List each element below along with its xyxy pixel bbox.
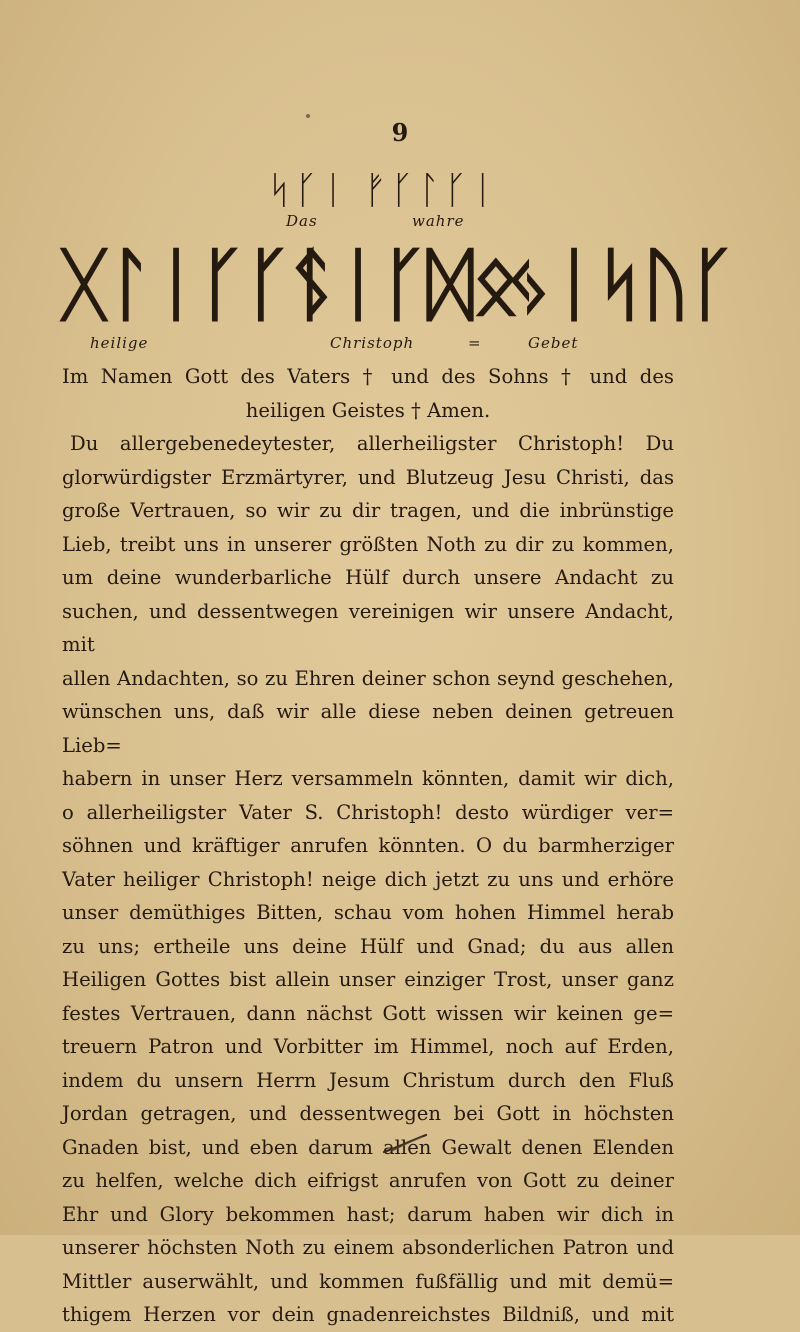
- text-line: unserer höchsten Noth zu einem absonderlichen Patron und: [62, 1236, 674, 1259]
- text-line: Vater heiliger Christoph! neige dich jetzt zu uns und erhöre: [62, 867, 674, 891]
- cipher-word-das: ᛋᚴᛁ: [268, 168, 349, 212]
- gloss-christoph: Christoph: [330, 334, 415, 352]
- text-line: glorwürdigster Erzmärtyrer, und Blutzeug Jesu Christi, das: [62, 465, 674, 489]
- gloss-gebet: Gebet: [528, 334, 579, 352]
- text-line: indem du unsern Herrn Jesum Christum durch den Fluß: [62, 1068, 674, 1092]
- text-line: suchen, und dessentwegen vereinigen wir unsere Andacht, mit: [62, 599, 674, 656]
- text-line: Jordan getragen, und dessentwegen bei Gott in höchsten: [62, 1102, 674, 1125]
- text-line: unser demüthiges Bitten, schau vom hohen Himmel herab: [62, 901, 674, 924]
- invocation-line: Im Namen Gott des Vaters † und des Sohns † und des: [62, 365, 674, 388]
- text-line: wünschen uns, daß wir alle diese neben deinen getreuen Lieb=: [62, 700, 674, 757]
- text-line: Heiligen Gottes bist allein unser einziger Trost, unser ganz: [62, 968, 674, 991]
- prayer-text: [62, 360, 674, 1332]
- text-line: Mittler auserwählt, und kommen fußfällig und mit demü=: [62, 1269, 674, 1293]
- text-line: Gnaden bist, und eben darum allen Gewalt denen Elenden: [62, 1135, 674, 1159]
- text-line: um deine wunderbarliche Hülf durch unsere Andacht zu: [62, 566, 674, 589]
- page-number: 9: [391, 118, 409, 147]
- text-line: Lieb, treibt uns in unserer größten Noth zu dir zu kommen,: [62, 532, 674, 556]
- text-line: festes Vertrauen, dann nächst Gott wissen wir keinen ge=: [62, 1001, 674, 1025]
- text-line: o allerheiligster Vater S. Christoph! desto würdiger ver=: [62, 800, 674, 824]
- text-line: zu helfen, welche dich eifrigst anrufen von Gott zu deiner: [62, 1169, 674, 1192]
- text-line: zu uns; ertheile uns deine Hülf und Gnad; du aus allen: [62, 934, 674, 958]
- text-line: habern in unser Herz versammeln könnten, damit wir dich,: [62, 767, 674, 790]
- cipher-word-christoph: ᛊᛁᚴᛞᛟ: [288, 238, 518, 331]
- text-line: allen Andachten, so zu Ehren deiner schon seynd geschehen,: [62, 666, 674, 690]
- text-line: söhnen und kräftiger anrufen könnten. O du barmherziger: [62, 834, 674, 857]
- cipher-word-gebet: ᛃᛁᛋᚢᚴ: [504, 238, 734, 331]
- text-line: Du allergebenedeytester, allerheiligster Christoph! Du: [70, 432, 674, 455]
- cipher-word-wahre: ᚠᚴᛚᚴᛁ: [364, 168, 499, 212]
- text-line: große Vertrauen, so wir zu dir tragen, und die inbrünstige: [62, 499, 674, 522]
- gloss-heilige: heilige: [90, 334, 149, 352]
- gloss-wahre: wahre: [412, 212, 465, 230]
- invocation-line: heiligen Geistes † Amen.: [245, 398, 491, 422]
- gloss-das: Das: [286, 212, 318, 230]
- text-line: Ehr und Glory bekommen hast; darum haben wir dich in: [62, 1202, 674, 1226]
- pencil-mark-icon: [382, 1132, 430, 1156]
- text-line: treuern Patron und Vorbitter im Himmel, noch auf Erden,: [62, 1035, 674, 1058]
- gloss-equals: =: [468, 334, 482, 352]
- cipher-word-heilige: ᚷᛚᛁᚴᚴᛚ: [60, 238, 336, 331]
- text-line: thigem Herzen vor dein gnadenreichstes Bildniß, und mit: [62, 1303, 674, 1326]
